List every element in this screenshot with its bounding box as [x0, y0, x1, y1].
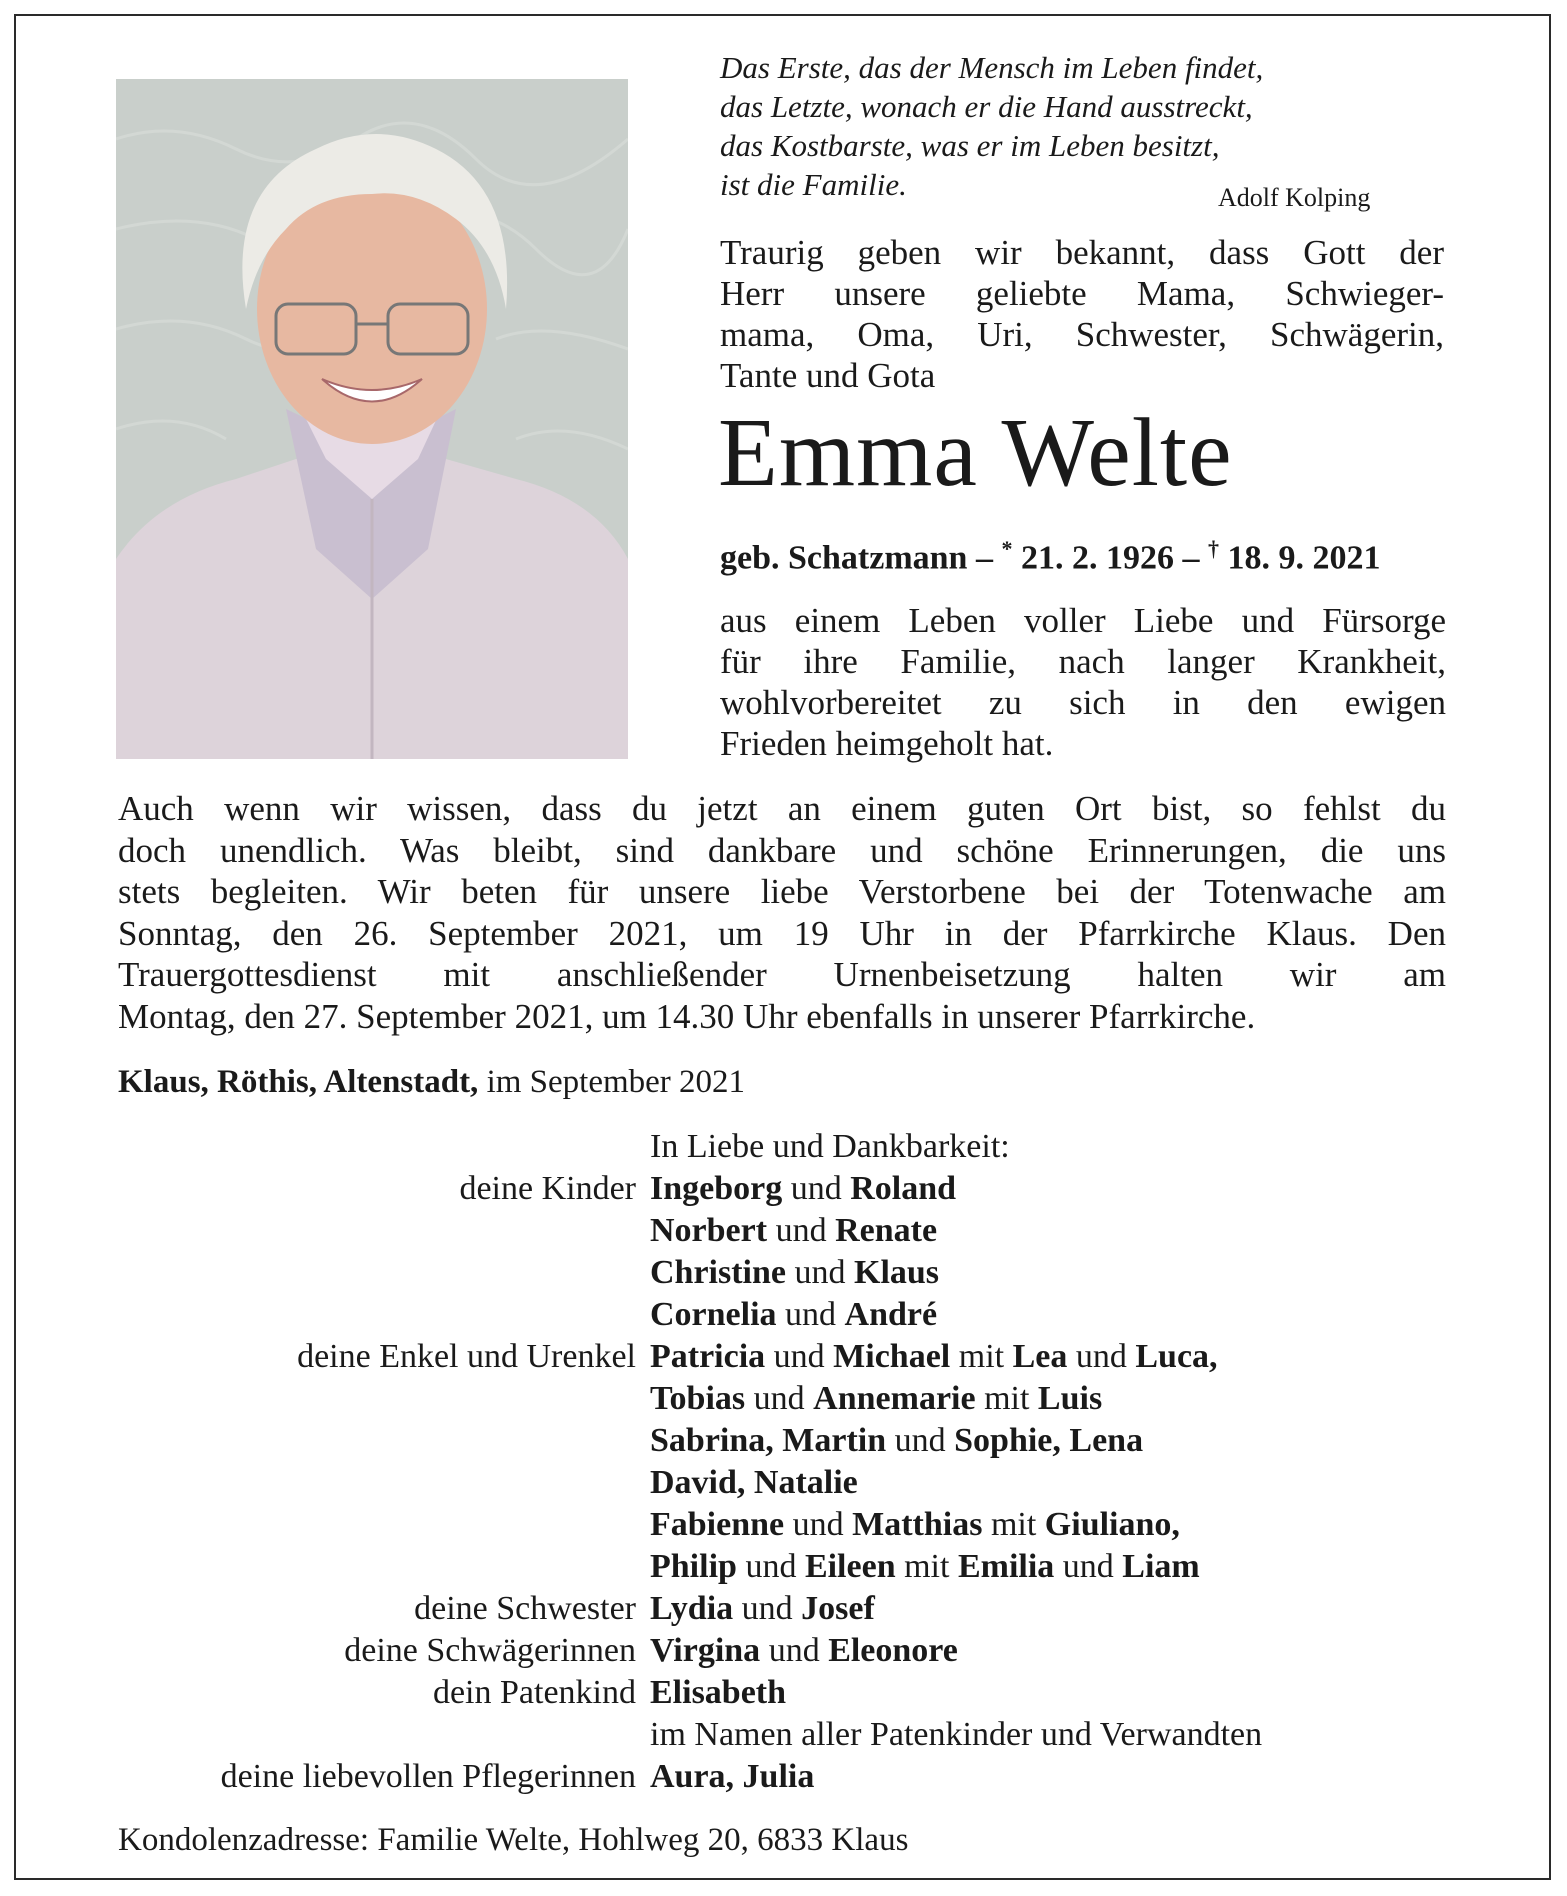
family-row — [118, 1252, 1458, 1294]
family-relation-label — [118, 1378, 650, 1420]
body-line: Auch wenn wir wissen, dass du jetzt an einem guten Ort bist, so fehlst du — [118, 789, 1446, 828]
family-names — [650, 1756, 814, 1798]
family-names — [650, 1294, 937, 1336]
family-member-name: Luca, — [1135, 1338, 1218, 1375]
family-member-name: Patricia — [650, 1338, 766, 1375]
family-row — [118, 1672, 1458, 1714]
family-connector: und — [745, 1380, 814, 1417]
family-member-name: Annemarie — [813, 1380, 976, 1417]
family-relation-label — [118, 1210, 650, 1252]
family-connector: und — [765, 1338, 834, 1375]
family-names — [650, 1714, 1262, 1756]
family-member-name: Fabienne — [650, 1506, 785, 1543]
family-member-name: Matthias — [852, 1506, 983, 1543]
deceased-name: Emma Welte — [718, 399, 1233, 507]
family-member-name: David, Natalie — [650, 1464, 858, 1501]
life-line: Frieden heimgeholt hat. — [720, 724, 1054, 763]
family-names — [650, 1504, 1180, 1546]
life-line: aus einem Leben voller Liebe und Fürsorge — [720, 601, 1446, 640]
family-connector: und — [782, 1170, 851, 1207]
family-member-name: Elisabeth — [650, 1674, 787, 1711]
family-row — [118, 1168, 1458, 1210]
family-relation-label: dein Patenkind — [432, 1674, 636, 1711]
family-member-name: Michael — [833, 1338, 951, 1375]
family-row — [118, 1462, 1458, 1504]
intro-line: mama, Oma, Uri, Schwester, Schwägerin, — [720, 315, 1444, 354]
family-relation-label: deine Schwägerinnen — [344, 1632, 636, 1669]
place-date — [118, 1064, 745, 1101]
family-connector: mit — [950, 1338, 1013, 1375]
family-row — [118, 1378, 1458, 1420]
family-names — [650, 1420, 1143, 1462]
life-line: für ihre Familie, nach langer Krankheit, — [720, 642, 1446, 681]
quote-line: ist die Familie. — [720, 167, 907, 202]
family-heading-row — [118, 1126, 1458, 1168]
body-line: Montag, den 27. September 2021, um 14.30 Uhr ebenfalls in unserer Pfarrkirche. — [118, 996, 1256, 1036]
family-member-name: Josef — [801, 1590, 875, 1627]
portrait-photo — [116, 79, 628, 759]
family-connector: mit — [975, 1380, 1038, 1417]
family-relation-label: deine Kinder — [459, 1170, 636, 1207]
family-names — [650, 1252, 939, 1294]
family-relation-label: deine Schwester — [414, 1590, 636, 1627]
family-row — [118, 1420, 1458, 1462]
family-member-name: Tobias — [650, 1380, 746, 1417]
family-heading: In Liebe und Dankbarkeit: — [650, 1128, 1010, 1165]
condolence-address: Kondolenzadresse: Familie Welte, Hohlweg 20, 6833 Klaus — [118, 1822, 909, 1858]
family-member-name: André — [844, 1296, 938, 1333]
family-connector: und — [786, 1254, 854, 1291]
family-relation-label — [118, 1546, 650, 1588]
family-member-name: Aura, Julia — [650, 1758, 815, 1795]
family-relation-label — [118, 1504, 650, 1546]
family-relation-label — [118, 1714, 650, 1756]
family-member-name: Eileen — [804, 1548, 896, 1585]
family-relation-label: deine Enkel und Urenkel — [297, 1338, 636, 1375]
family-row — [118, 1630, 1458, 1672]
life-line: wohlvorbereitet zu sich in den ewigen — [720, 683, 1446, 722]
family-row — [118, 1588, 1458, 1630]
quote-line: Das Erste, das der Mensch im Leben findet, — [720, 50, 1264, 85]
family-names — [650, 1630, 958, 1672]
family-member-name: Cornelia — [650, 1296, 777, 1333]
family-names — [650, 1210, 937, 1252]
birth-date: 21. 2. 1926 — [1020, 539, 1174, 577]
family-names — [650, 1546, 1200, 1588]
family-member-name: Norbert — [650, 1212, 768, 1249]
life-dates: geb. Schatzmann – * 21. 2. 1926 – † 18. 9. 2021 — [720, 536, 1381, 577]
intro-text — [720, 232, 1444, 396]
family-connector: und — [767, 1212, 836, 1249]
family-connector: und — [733, 1590, 802, 1627]
family-names — [650, 1336, 1218, 1378]
family-connector: im Namen aller Patenkinder und Verwandten — [650, 1716, 1263, 1753]
family-member-name: Philip — [650, 1548, 737, 1585]
body-text — [118, 788, 1446, 1037]
family-member-name: Roland — [850, 1170, 957, 1207]
family-member-name: Liam — [1122, 1548, 1200, 1585]
family-names — [650, 1588, 875, 1630]
family-names — [650, 1462, 858, 1504]
family-row — [118, 1546, 1458, 1588]
family-member-name: Christine — [650, 1254, 786, 1291]
family-connector: mit — [895, 1548, 958, 1585]
family-member-name: Giuliano, — [1044, 1506, 1180, 1543]
family-relation-label — [118, 1420, 650, 1462]
body-line: doch unendlich. Was bleibt, sind dankbare und schöne Erinnerungen, die uns — [118, 830, 1446, 870]
family-member-name: Sophie, Lena — [954, 1422, 1144, 1459]
family-connector: und — [784, 1506, 853, 1543]
family-member-name: Ingeborg — [650, 1170, 783, 1207]
family-member-name: Lydia — [650, 1590, 734, 1627]
family-names — [650, 1168, 956, 1210]
date-text: im September 2021 — [486, 1064, 746, 1100]
intro-line: Traurig geben wir bekannt, dass Gott der — [720, 233, 1444, 272]
quote-line: das Letzte, wonach er die Hand ausstreckt, — [720, 89, 1253, 124]
body-line: Trauergottesdienst mit anschließender Urnenbeisetzung halten wir am — [118, 955, 1446, 994]
family-member-name: Sabrina, Martin — [650, 1422, 887, 1459]
body-line: stets begleiten. Wir beten für unsere liebe Verstorbene bei der Totenwache am — [118, 872, 1446, 911]
family-member-name: Luis — [1037, 1380, 1103, 1417]
quote-line: das Kostbarste, was er im Leben besitzt, — [720, 128, 1220, 163]
quote — [720, 48, 1420, 204]
quote-author: Adolf Kolping — [1218, 183, 1371, 212]
portrait-illustration — [116, 79, 628, 759]
family-relation-label — [118, 1462, 650, 1504]
family-names — [650, 1672, 786, 1714]
family-member-name: Virgina — [650, 1632, 761, 1669]
family-relation-label: deine liebevollen Pflegerinnen — [220, 1758, 636, 1795]
family-list — [118, 1126, 1458, 1798]
family-connector: und — [1054, 1548, 1123, 1585]
birth-name: geb. Schatzmann — [720, 539, 968, 577]
family-connector: und — [886, 1422, 955, 1459]
family-row — [118, 1294, 1458, 1336]
birth-symbol: * — [1001, 536, 1013, 561]
family-connector: und — [776, 1296, 845, 1333]
life-text — [720, 600, 1446, 764]
intro-line: Herr unsere geliebte Mama, Schwieger- — [720, 274, 1444, 313]
body-line: Sonntag, den 26. September 2021, um 19 Uhr in der Pfarrkirche Klaus. Den — [118, 913, 1446, 953]
family-member-name: Eleonore — [828, 1632, 958, 1669]
family-connector: mit — [982, 1506, 1045, 1543]
family-relation-label — [118, 1252, 650, 1294]
family-relation-label — [118, 1294, 650, 1336]
family-row — [118, 1714, 1458, 1756]
family-member-name: Renate — [835, 1212, 938, 1249]
family-row — [118, 1210, 1458, 1252]
family-row — [118, 1756, 1458, 1798]
family-connector: und — [1067, 1338, 1136, 1375]
death-symbol: † — [1207, 536, 1219, 561]
family-connector: und — [736, 1548, 805, 1585]
family-connector: und — [760, 1632, 829, 1669]
intro-line: Tante und Gota — [720, 356, 936, 395]
family-member-name: Emilia — [957, 1548, 1055, 1585]
family-member-name: Klaus — [854, 1254, 940, 1291]
family-row — [118, 1504, 1458, 1546]
places: Klaus, Röthis, Altenstadt, — [118, 1064, 479, 1100]
family-names — [650, 1378, 1102, 1420]
family-member-name: Lea — [1012, 1338, 1068, 1375]
family-row — [118, 1336, 1458, 1378]
death-date: 18. 9. 2021 — [1227, 539, 1381, 577]
